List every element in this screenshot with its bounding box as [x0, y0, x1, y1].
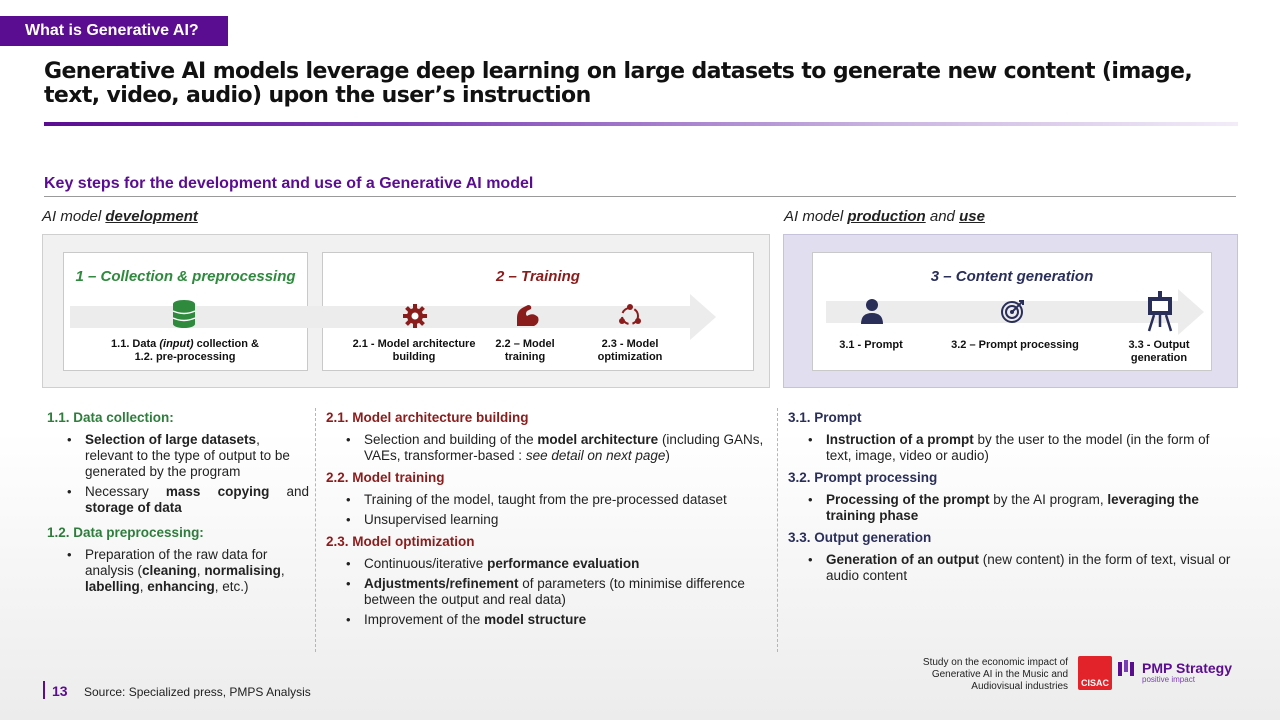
- list-item: • Necessary mass copying and storage of data: [47, 484, 309, 516]
- cisac-logo: CISAC: [1078, 656, 1112, 690]
- list-item: • Selection and building of the model architecture (including GANs, VAEs, transformer-based : see detail on next page): [326, 432, 770, 464]
- page-number-bar: [43, 681, 45, 699]
- step-2-1-label: 2.1 - Model architecture building: [352, 338, 476, 363]
- prod-arrow-head: [1178, 289, 1204, 335]
- step-2-3-label: 2.3 - Model optimization: [597, 338, 663, 363]
- section-subheading: Key steps for the development and use of a Generative AI model: [44, 175, 534, 192]
- person-icon: [860, 298, 884, 324]
- pmp-logo-tagline: positive impact: [1142, 675, 1195, 684]
- list-item: • Continuous/iterative performance evaluation: [326, 556, 770, 572]
- study-caption: Study on the economic impact of Generative AI in the Music and Audiovisual industries: [922, 657, 1068, 692]
- card-content-generation-title: 3 – Content generation: [930, 268, 1094, 285]
- database-icon: [172, 299, 196, 329]
- heading-prompt-processing: 3.2. Prompt processing: [788, 470, 938, 485]
- phase-label-development: AI model development: [42, 208, 198, 225]
- muscle-icon: [513, 302, 541, 330]
- page-number: 13: [52, 683, 68, 699]
- list-item: • Improvement of the model structure: [326, 612, 770, 628]
- pmp-logo-icon: [1118, 660, 1138, 676]
- step-2-2-label: 2.2 – Model training: [495, 338, 555, 363]
- heading-prompt: 3.1. Prompt: [788, 410, 862, 425]
- list-item: • Adjustments/refinement of parameters (to minimise difference between the output and real data): [326, 576, 770, 608]
- column-training: [326, 410, 770, 628]
- section-tag: What is Generative AI?: [0, 16, 228, 46]
- subheading-divider: [44, 196, 1236, 197]
- target-icon: [1000, 298, 1026, 324]
- column-separator: [777, 408, 778, 652]
- title-divider: [44, 122, 1238, 126]
- list-item: • Instruction of a prompt by the user to the model (in the form of text, image, video or audio): [788, 432, 1234, 464]
- step-1-label: 1.1. Data (input) collection & 1.2. pre-processing: [111, 338, 259, 363]
- easel-icon: [1146, 291, 1174, 333]
- page-title: Generative AI models leverage deep learning on large datasets to generate new content (image, text, video, audio) upon the user’s instruction: [44, 59, 1193, 108]
- heading-model-training: 2.2. Model training: [326, 470, 445, 485]
- step-3-2-label: 3.2 – Prompt processing: [951, 339, 1079, 351]
- list-item: • Training of the model, taught from the pre-processed dataset: [326, 492, 770, 508]
- heading-data-preprocessing: 1.2. Data preprocessing:: [47, 525, 204, 540]
- list-item: • Preparation of the raw data for analysis (cleaning, normalising, labelling, enhancing, etc.): [47, 547, 309, 595]
- card-collection-title: 1 – Collection & preprocessing: [75, 268, 296, 285]
- column-production: [788, 410, 1234, 584]
- dev-arrow-body: [70, 306, 690, 328]
- gear-icon: [403, 304, 427, 328]
- heading-output-generation: 3.3. Output generation: [788, 530, 932, 545]
- cycle-icon: [618, 304, 642, 328]
- step-3-3-label: 3.3 - Output generation: [1128, 339, 1190, 364]
- card-training-title: 2 – Training: [496, 268, 580, 285]
- heading-model-optimization: 2.3. Model optimization: [326, 534, 475, 549]
- list-item: • Generation of an output (new content) in the form of text, visual or audio content: [788, 552, 1234, 584]
- list-item: • Processing of the prompt by the AI program, leveraging the training phase: [788, 492, 1234, 524]
- dev-arrow-head: [690, 294, 716, 340]
- column-collection: [47, 410, 309, 595]
- source-note: Source: Specialized press, PMPS Analysis: [84, 685, 311, 699]
- heading-data-collection: 1.1. Data collection:: [47, 410, 174, 425]
- heading-model-architecture: 2.1. Model architecture building: [326, 410, 529, 425]
- step-3-1-label: 3.1 - Prompt: [839, 339, 903, 351]
- column-separator: [315, 408, 316, 652]
- pmp-logo-text: PMP Strategy: [1142, 660, 1232, 676]
- list-item: • Unsupervised learning: [326, 512, 770, 528]
- phase-label-production: AI model production and use: [784, 208, 985, 225]
- list-item: • Selection of large datasets, relevant to the type of output to be generated by the program: [47, 432, 309, 480]
